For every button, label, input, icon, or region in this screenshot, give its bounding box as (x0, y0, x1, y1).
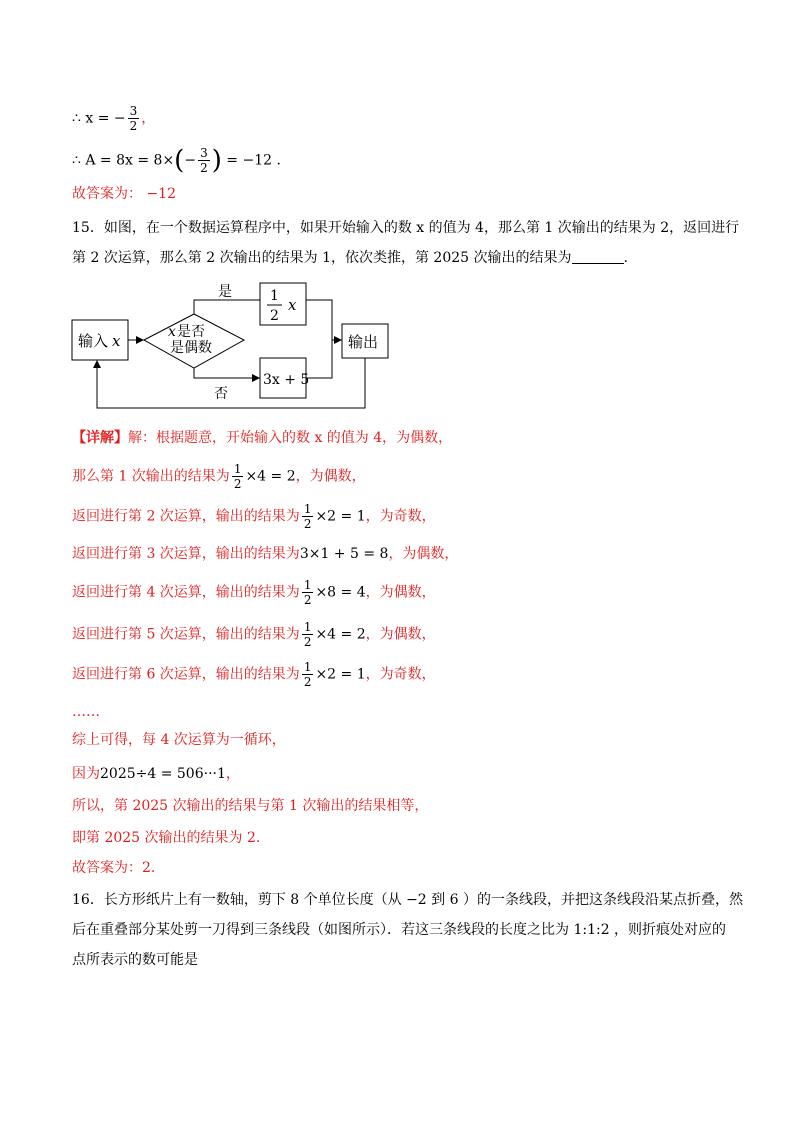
q15-line2-end: . (623, 250, 628, 266)
sol-line-3 (72, 502, 436, 531)
sol-pre: 那么第 1 次输出的结果为 (72, 468, 230, 485)
q15-line1: 15．如图，在一个数据运算程序中，如果开始输入的数 x 的值为 4，那么第 1 次输出的结果为 2，返回进行 (72, 220, 740, 236)
half-box (260, 283, 306, 325)
fraction (128, 104, 140, 133)
step-a-suffix: = −12 . (221, 152, 281, 169)
half-numerator: 1 (270, 288, 279, 304)
cond-var: x (168, 324, 176, 340)
sol-line-6 (72, 620, 436, 649)
input-label: 输入 (78, 332, 109, 350)
sol-pre: 返回进行第 6 次运算，输出的结果为 (72, 666, 300, 683)
sol-line-1 (72, 428, 452, 448)
fraction: $\frac{1}{2}$ (233, 462, 242, 491)
sol-line-5 (72, 578, 436, 607)
flowchart-diagram (70, 280, 400, 415)
sol-pre: 返回进行第 5 次运算，输出的结果为 (72, 626, 300, 643)
sol-expr: ×4 = 2 (315, 626, 366, 643)
sol-pre: 返回进行第 3 次运算，输出的结果为 (72, 546, 300, 562)
fraction-denominator: 2 (200, 161, 208, 175)
fraction: $\frac{1}{2}$ (303, 660, 312, 689)
sol-text-1: 解：根据题意，开始输入的数 x 的值为 4，为偶数， (128, 430, 453, 446)
arrowhead-output (334, 336, 342, 344)
q16-line3: 点所表示的数可能是 (72, 952, 198, 968)
yes-branch-line (194, 300, 260, 314)
answer-14: 故答案为： −12 (72, 186, 176, 202)
minus-sign: − (184, 152, 197, 169)
sol-post: ，为偶数， (388, 546, 459, 562)
left-paren: ( (174, 145, 185, 176)
sol-expr: ×2 = 1 (315, 666, 366, 683)
fraction-numerator: 3 (129, 104, 138, 118)
fraction: $\frac{1}{2}$ (303, 620, 312, 649)
step-x-suffix: ， (141, 110, 156, 127)
detail-tag: 【详解】 (72, 430, 128, 446)
sol-line-12: 故答案为：2. (72, 860, 156, 876)
sol-expr: 2025÷4 = 506···1 (100, 766, 226, 782)
step-x-value (72, 104, 155, 133)
sol-post: ， (225, 766, 240, 782)
no-label: 否 (214, 386, 228, 402)
fraction: $\frac{1}{2}$ (303, 502, 312, 531)
sol-expr: 3×1 + 5 = 8 (299, 546, 389, 562)
q16-line1: 16．长方形纸片上有一数轴，剪下 8 个单位长度（从 −2 到 6 ）的一条线段，并把这条线段沿某点折叠，然 (72, 892, 743, 908)
sol-line-8: 综上可得，每 4 次运算为一循环， (72, 732, 286, 748)
sol-post: ，为奇数， (365, 508, 436, 525)
arrowhead-expr (252, 374, 260, 382)
fraction: $\frac{1}{2}$ (303, 578, 312, 607)
sol-line-7 (72, 660, 436, 689)
fraction (198, 146, 210, 175)
answer-blank (572, 249, 624, 264)
step-a-prefix: ∴ A = 8x = 8× (72, 152, 175, 169)
sol-post: ，为偶数， (365, 584, 436, 601)
sol-expr: ×8 = 4 (315, 584, 366, 601)
sol-line-4 (72, 544, 458, 564)
cond-line2: 是偶数 (170, 340, 212, 356)
no-branch-line (194, 368, 260, 378)
step-x-prefix: ∴ x = − (72, 110, 126, 127)
yes-label: 是 (218, 284, 232, 300)
sol-line-2 (72, 462, 366, 491)
return-loop-line (97, 358, 365, 408)
sol-expr: ×2 = 1 (315, 508, 366, 525)
half-var: x (288, 296, 297, 314)
q15-line2 (72, 248, 628, 268)
sol-post: ，为偶数， (365, 626, 436, 643)
sol-ellipsis: …… (72, 704, 100, 720)
q15-line2-text: 第 2 次运算，那么第 2 次输出的结果为 1，依次类推，第 2025 次输出的结果为 (72, 250, 572, 266)
arrowhead-cond (136, 336, 144, 344)
half-denominator: 2 (270, 308, 279, 324)
sol-pre: 因为 (72, 766, 100, 782)
fraction-denominator: 2 (129, 119, 138, 133)
sol-line-9 (72, 764, 240, 784)
step-a-value (72, 146, 281, 175)
fraction-numerator: 3 (200, 146, 208, 160)
arrowhead-input (93, 360, 101, 368)
right-paren: ) (211, 145, 222, 176)
input-var: x (112, 332, 121, 350)
merge-line (306, 300, 332, 378)
cond-line1: 是否 (177, 324, 205, 340)
sol-post: ，为偶数， (295, 468, 366, 485)
q16-line2: 后在重叠部分某处剪一刀得到三条线段（如图所示）．若这三条线段的长度之比为 1:1:2 ，则折痕处对应的 (72, 922, 727, 938)
sol-pre: 返回进行第 2 次运算，输出的结果为 (72, 508, 300, 525)
sol-expr: ×4 = 2 (245, 468, 296, 485)
sol-pre: 返回进行第 4 次运算，输出的结果为 (72, 584, 300, 601)
sol-line-10: 所以，第 2025 次输出的结果与第 1 次输出的结果相等， (72, 798, 429, 814)
sol-post: ，为奇数， (365, 666, 436, 683)
expr-label: 3x + 5 (263, 372, 310, 388)
sol-line-11: 即第 2025 次输出的结果为 2. (72, 830, 261, 846)
output-label: 输出 (348, 333, 379, 351)
